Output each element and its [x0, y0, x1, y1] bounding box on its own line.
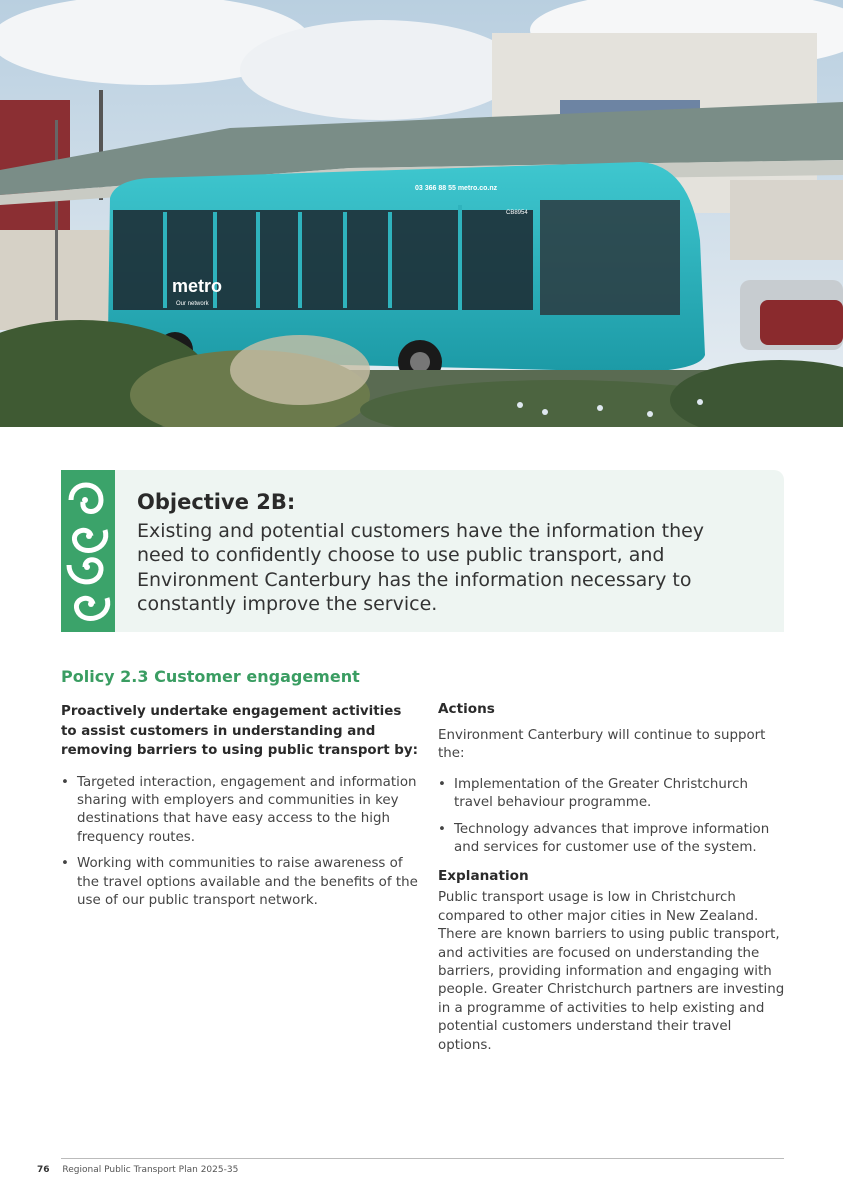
cover-photo — [0, 0, 843, 427]
explanation-heading: Explanation — [438, 868, 529, 885]
list-item: • Targeted interaction, engagement and information sharing with employers and communities in key destinations that have easy access to the high frequency routes. — [61, 774, 421, 848]
objective-text: Existing and potential customers have the information they need to confidently choose to use public transport, and Environment Canterbury has the information necessary to constantly improve the service. — [137, 520, 705, 615]
koru-pattern-decoration — [61, 470, 115, 632]
policy-lead: Proactively undertake engagement activities to assist customers in understanding and removing barriers to using public transport by: — [61, 704, 418, 758]
metro-bus — [108, 162, 705, 384]
bus-windshield — [540, 200, 680, 315]
objective-title: Objective 2B: — [137, 490, 296, 514]
bus-photo — [0, 0, 843, 427]
objective-box — [61, 470, 784, 632]
list-item: • Working with communities to raise awareness of the travel options available and the benefits of the use of our public transport network. — [61, 855, 421, 910]
explanation-text: Public transport usage is low in Christchurch compared to other major cities in New Zealand. There are known barriers to using public transport, and activities are focused on understanding the barriers, providing information and engaging with people. Greater Christchurch partners are investing in a programme of activities to help existing and potential customers understand their travel options. — [438, 890, 785, 1053]
bus-brand-sub: Our network — [176, 301, 209, 307]
document-title: Regional Public Transport Plan 2025-35 — [62, 1165, 239, 1175]
actions-intro: Environment Canterbury will continue to support the: — [438, 728, 766, 762]
bus-fleet-number: CB8954 — [506, 210, 528, 216]
actions-heading: Actions — [438, 701, 495, 717]
page-footer — [37, 1165, 238, 1175]
list-item: • Implementation of the Greater Christchurch travel behaviour programme. — [438, 776, 788, 813]
policy-title: Policy 2.3 Customer engagement — [61, 667, 360, 686]
bus-phone: 03 366 88 55 metro.co.nz — [415, 185, 498, 192]
actions-column — [438, 700, 788, 1055]
policy-column — [61, 702, 421, 918]
page-number: 76 — [37, 1165, 50, 1175]
policy-list — [61, 774, 421, 911]
list-item: • Technology advances that improve information and services for customer use of the system. — [438, 821, 788, 858]
bus-brand: metro — [172, 276, 223, 296]
footer-divider — [61, 1158, 784, 1159]
actions-list — [438, 776, 788, 858]
